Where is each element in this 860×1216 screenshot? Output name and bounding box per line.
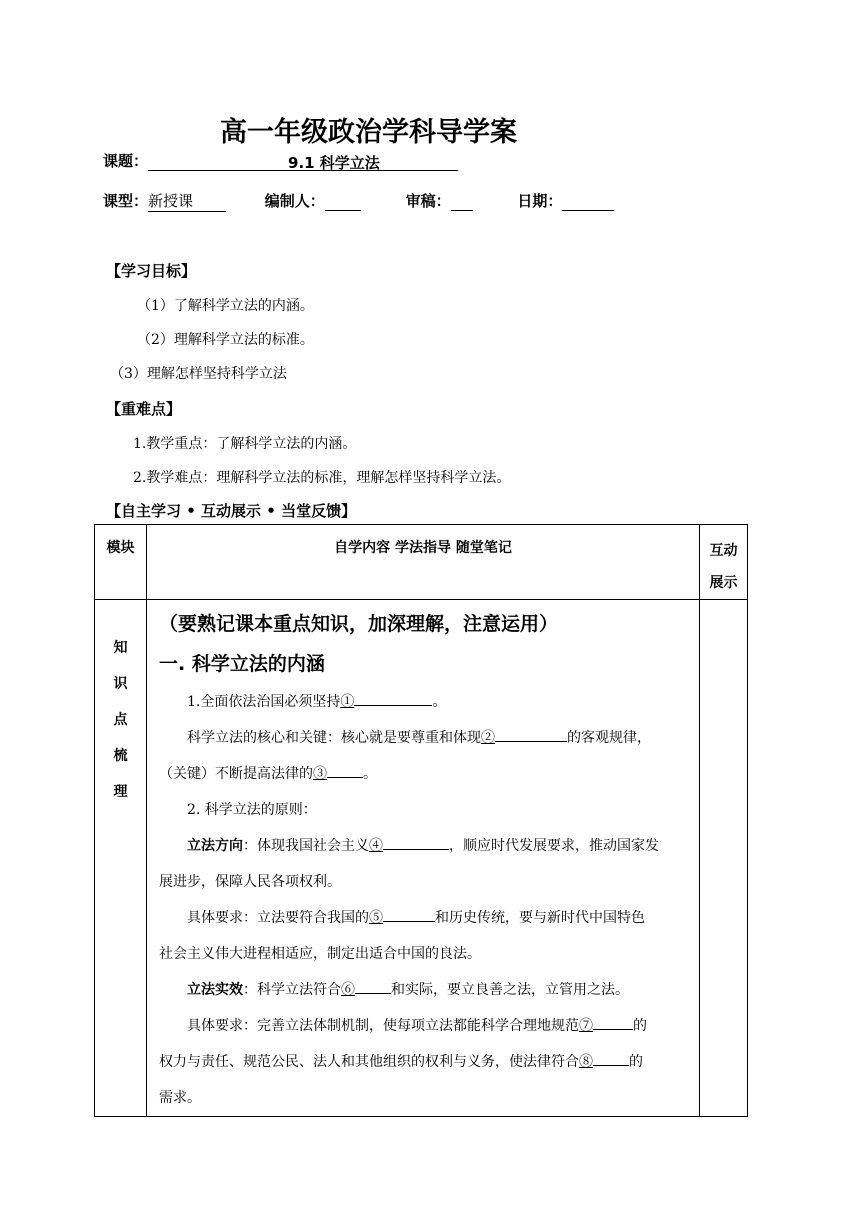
- paragraph: 2. 科学立法的原则：: [187, 802, 317, 818]
- keypoint-item: 2.教学难点：理解科学立法的标准，理解怎样坚持科学立法。: [133, 470, 511, 486]
- type-label: 课型：: [103, 192, 149, 210]
- paragraph: 立法实效：科学立法符合⑥ 和实际，要立良善之法，立管用之法。: [159, 972, 691, 1008]
- topic-label: 课题：: [103, 152, 149, 170]
- col-header-content: 自学内容 学法指导 随堂笔记: [147, 525, 700, 600]
- paragraph: 社会主义伟大进程相适应，制定出适合中国的良法。: [159, 946, 481, 962]
- editor-blank: [325, 192, 361, 211]
- topic-line: [103, 150, 458, 171]
- paragraph: （关键）不断提高法律的③ 。: [159, 756, 691, 792]
- date-label: 日期：: [517, 192, 563, 210]
- sub-heading: 一. 科学立法的内涵: [159, 653, 325, 675]
- paragraph: 需求。: [159, 1090, 201, 1106]
- type-value: 新授课: [148, 190, 226, 212]
- keypoint-item: 1.教学重点：了解科学立法的内涵。: [133, 436, 357, 452]
- goal-item: （1）了解科学立法的内涵。: [137, 298, 314, 314]
- module-cell: [95, 600, 147, 1117]
- display-cell: [700, 600, 748, 1117]
- reviewer-blank: [451, 192, 473, 211]
- content-cell: [147, 600, 700, 1117]
- paragraph: 具体要求：完善立法体制机制，使每项立法都能科学合理地规范⑦ 的: [159, 1008, 691, 1044]
- paragraph: 权力与责任、规范公民、法人和其他组织的权利与义务，使法律符合⑧ 的: [159, 1044, 691, 1080]
- module-char: 识: [113, 676, 128, 692]
- page-title: 高一年级政治学科导学案: [220, 117, 517, 148]
- study-table: [94, 524, 748, 1117]
- meta-line: [103, 190, 614, 212]
- date-blank: [562, 192, 614, 211]
- keypoints-heading: 【重难点】: [106, 400, 182, 418]
- reviewer-label: 审稿：: [405, 192, 451, 210]
- intro-note: （要熟记课本重点知识，加深理解，注意运用）: [159, 613, 559, 635]
- editor-label: 编制人：: [264, 192, 325, 210]
- module-char: 理: [113, 784, 128, 800]
- col-header-display: [700, 525, 748, 600]
- module-char: 点: [113, 712, 128, 728]
- paragraph: 1.全面依法治国必须坚持① 。: [159, 684, 691, 720]
- goals-heading: 【学习目标】: [106, 262, 197, 280]
- table-header-row: [95, 525, 748, 600]
- display-line-1: 互动: [709, 543, 738, 559]
- table-body-row: [95, 600, 748, 1117]
- paragraph: 具体要求：立法要符合我国的⑤ 和历史传统，要与新时代中国特色: [159, 900, 691, 936]
- topic-field: [148, 152, 458, 171]
- display-line-2: 展示: [709, 575, 738, 591]
- paragraph: 展进步，保障人民各项权利。: [159, 874, 341, 890]
- goal-item: （3）理解怎样坚持科学立法: [110, 366, 287, 382]
- paragraph: 立法方向：体现我国社会主义④ ，顺应时代发展要求，推动国家发: [159, 828, 691, 864]
- section3-heading: 【自主学习 • 互动展示 • 当堂反馈】: [106, 502, 357, 520]
- topic-value: 9.1 科学立法: [288, 154, 380, 172]
- module-char: 知: [113, 640, 128, 656]
- module-char: 梳: [113, 748, 128, 764]
- paragraph: 科学立法的核心和关键：核心就是要尊重和体现② 的客观规律，: [159, 720, 691, 756]
- goal-item: （2）理解科学立法的标准。: [137, 332, 314, 348]
- col-header-module: 模块: [95, 525, 147, 600]
